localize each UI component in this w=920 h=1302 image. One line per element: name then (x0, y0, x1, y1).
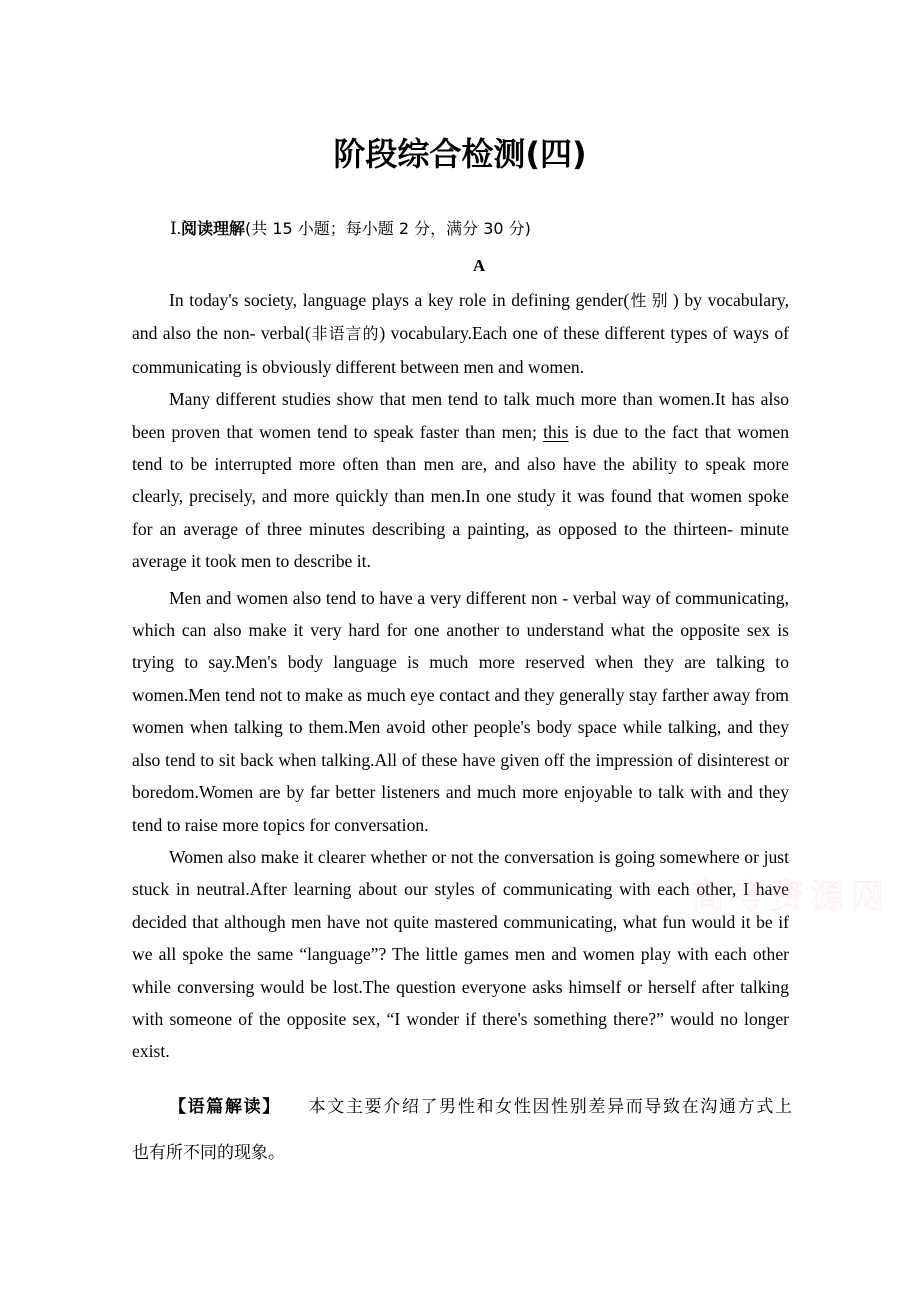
paragraph-text: ) by vocabulary, and also the non- verbal( (132, 290, 789, 344)
passage-body (132, 284, 789, 1068)
paragraph-2 (132, 383, 789, 577)
paragraph-3: Men and women also tend to have a very different non - verbal way of communicating, which can also make it very hard for one another to understand what the opposite sex is trying to say.Men's body language is much more reserved when they are talking to women.Men tend not to make as much eye contact and they generally stay farther away from women when talking to them.Men avoid other people's body space while talking, and they also tend to sit back when talking.All of these have given off the impression of disinterest or boredom.Women are by far better listeners and much more enjoyable to talk with and they tend to raise more topics for conversation. (132, 587, 789, 835)
analysis-text-1: 本文主要介绍了男性和女性因性别差异而导致在沟通方式上 (306, 1097, 792, 1117)
section-heading (170, 216, 531, 242)
paragraph-text: ) vocabulary.Each one of these different types of ways of communicating is obviously different between men and women. (132, 323, 789, 377)
analysis-line-1 (132, 1084, 792, 1130)
analysis-text-2: 也有所不同的现象。 (132, 1143, 285, 1163)
section-details: (共 15 小题；每小题 2 分，满分 30 分) (244, 219, 531, 238)
paragraph-text: In today's society, language plays a key role in defining gender( (169, 290, 630, 310)
section-numeral: Ⅰ. (170, 219, 181, 238)
paragraph-4: Women also make it clearer whether or not the conversation is going somewhere or just stuck in neutral.After learning about our styles of communicating with each other, I have decided that although men have not quite mastered communicating, what fun would it be if we all spoke the same “language”? The little games men and women play with each other while conversing would be lost.The question everyone asks himself or herself after talking with someone of the opposite sex, “I wonder if there's something there?” would no longer exist. (132, 846, 789, 1062)
section-name: 阅读理解 (180, 219, 245, 238)
paragraph-text: Many different studies show that men tend to talk much more than women.It has also been proven that women tend to speak faster than men; (132, 389, 789, 442)
passage-analysis (132, 1084, 792, 1176)
watermark: 高考资源网 (690, 877, 890, 917)
analysis-tag: 【语篇解读】 (169, 1097, 281, 1117)
page-title: 阶段综合检测(四) (333, 135, 587, 173)
gloss-non-verbal: 非语言的 (310, 324, 380, 344)
underlined-word-this: this (543, 421, 569, 442)
paragraph-text: is due to the fact that women tend to be interrupted more often than men are, and also have the ability to speak more clearly, precisely, and more quickly than men.In one study it was found that women spoke for an average of three minutes describing a painting, as opposed to the thirteen- minute average it took men to describe it. (132, 421, 789, 572)
gloss-gender: 性别 (629, 291, 673, 310)
passage-label: A (472, 256, 486, 275)
paragraph-1 (132, 284, 789, 383)
